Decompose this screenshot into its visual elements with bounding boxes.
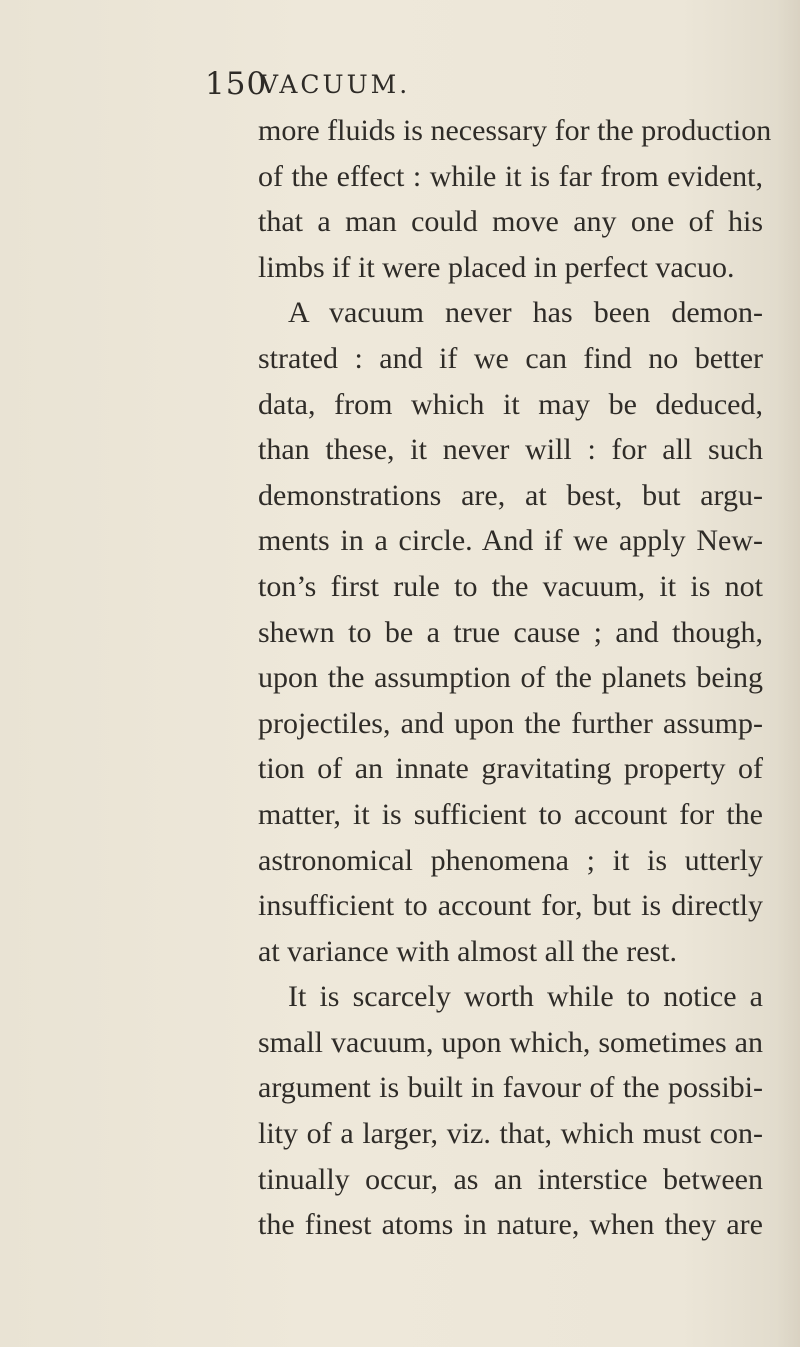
text-line: matter, it is sufficient to account for the (258, 797, 763, 831)
text-line: insufficient to account for, but is directly (258, 889, 763, 923)
text-line: projectiles, and upon the further assump- (258, 706, 763, 740)
page-header (205, 66, 765, 106)
text-line: of the effect : while it is far from evident, (258, 159, 763, 193)
text-line: demonstrations are, at best, but argu- (258, 478, 763, 512)
text-line: tion of an innate gravitating property of (258, 752, 763, 786)
text-line: upon the assumption of the planets being (258, 661, 763, 695)
text-line: strated : and if we can find no better (258, 341, 763, 375)
text-line: data, from which it may be deduced, (258, 387, 763, 421)
text-line: more fluids is necessary for the production (258, 114, 772, 147)
text-line: ments in a circle. And if we apply New- (258, 524, 763, 558)
text-line: ton’s first rule to the vacuum, it is not (258, 569, 763, 603)
text-line: argument is built in favour of the possibi- (258, 1071, 763, 1105)
running-head: VACUUM. (260, 70, 411, 99)
text-line: that a man could move any one of his (258, 205, 763, 239)
body-text (258, 108, 772, 1248)
paragraph-start-line: It is scarcely worth while to notice a (288, 980, 763, 1014)
text-line: small vacuum, upon which, sometimes an (258, 1025, 763, 1059)
text-line: lity of a larger, viz. that, which must con- (258, 1117, 763, 1151)
page-number: 150 (205, 66, 268, 102)
text-line: than these, it never will : for all such (258, 433, 763, 467)
text-line: the finest atoms in nature, when they are (258, 1208, 763, 1242)
text-line: at variance with almost all the rest. (258, 934, 678, 968)
text-line: limbs if it were placed in perfect vacuo. (258, 250, 735, 284)
text-line: tinually occur, as an interstice between (258, 1162, 763, 1196)
text-line: shewn to be a true cause ; and though, (258, 615, 763, 649)
text-line: astronomical phenomena ; it is utterly (258, 843, 763, 877)
paragraph-start-line: A vacuum never has been demon- (288, 296, 763, 330)
